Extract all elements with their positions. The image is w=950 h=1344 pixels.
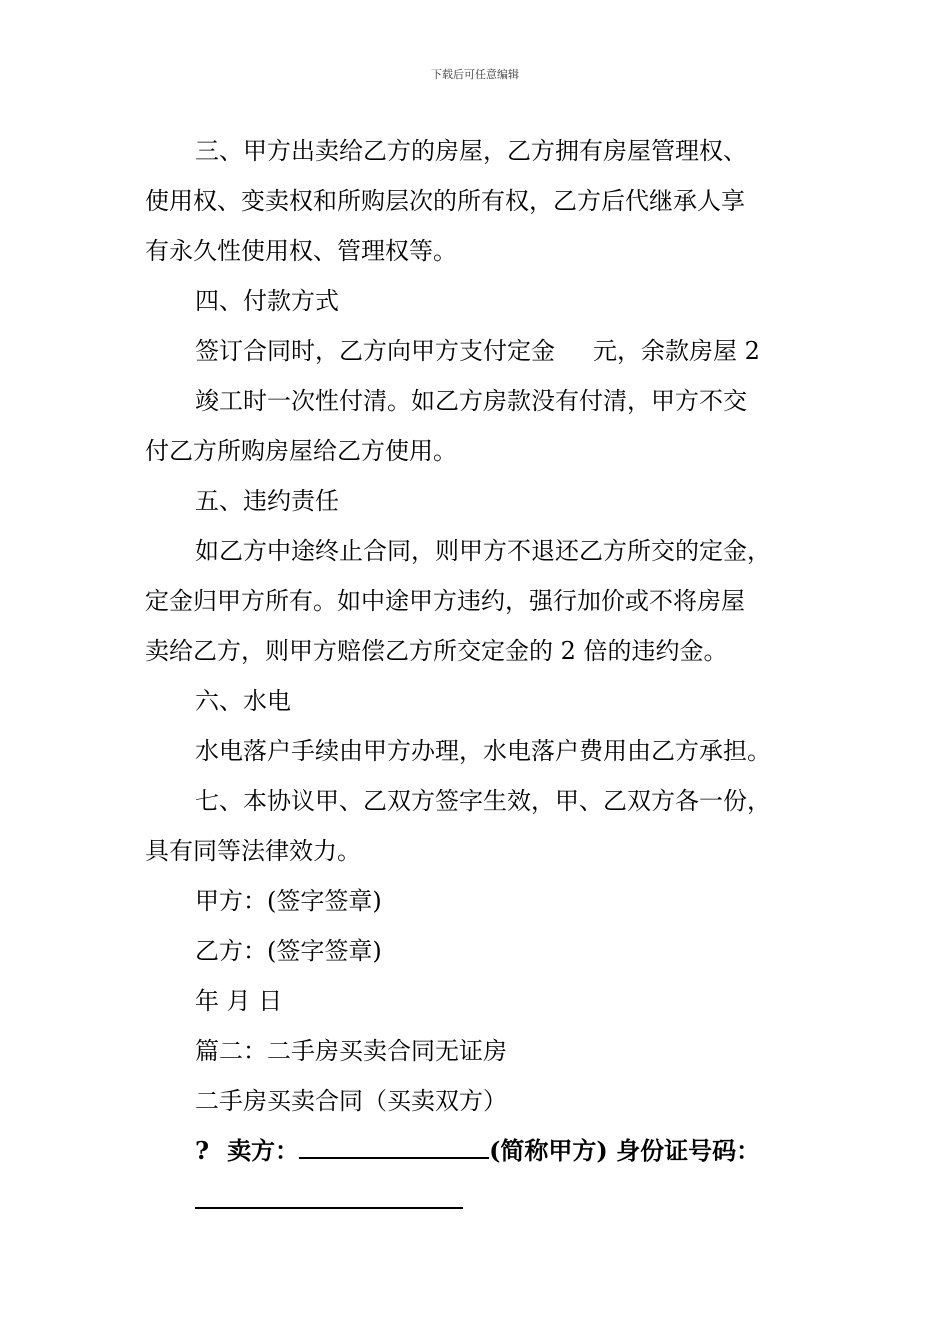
utilities-line-1: 水电落户手续由甲方办理，水电落户费用由乙方承担。 bbox=[195, 737, 771, 765]
date-line: 年 月 日 bbox=[195, 987, 283, 1015]
payment-line-3: 付乙方所购房屋给乙方使用。 bbox=[145, 437, 457, 465]
page-header: 下载后可任意编辑 bbox=[431, 68, 519, 81]
clause-3-line-2: 使用权、变卖权和所购层次的所有权，乙方后代继承人享 bbox=[145, 187, 745, 215]
section-heading-breach: 五、违约责任 bbox=[195, 487, 339, 515]
seller-suffix: (简称甲方) 身份证号码： bbox=[489, 1136, 761, 1165]
payment-text-a: 签订合同时，乙方向甲方支付定金 bbox=[195, 337, 555, 365]
breach-line-1: 如乙方中途终止合同，则甲方不退还乙方所交的定金， bbox=[195, 537, 771, 565]
bullet-marker: ? bbox=[195, 1136, 210, 1165]
payment-line-1 bbox=[145, 326, 825, 376]
contract-body bbox=[145, 126, 825, 1226]
id-number-blank bbox=[195, 1191, 463, 1209]
id-number-line bbox=[145, 1176, 825, 1226]
section-heading-payment: 四、付款方式 bbox=[195, 287, 339, 315]
contract-subtitle: 二手房买卖合同（买卖双方） bbox=[195, 1087, 507, 1115]
clause-7-line-1: 七、本协议甲、乙双方签字生效，甲、乙双方各一份， bbox=[195, 787, 771, 815]
seller-name-blank bbox=[299, 1141, 489, 1159]
chapter-2-title: 篇二：二手房买卖合同无证房 bbox=[195, 1037, 507, 1065]
seller-label: 卖方： bbox=[227, 1136, 300, 1165]
party-a-signature: 甲方：(签字签章) bbox=[195, 887, 382, 915]
breach-line-2: 定金归甲方所有。如中途甲方违约，强行加价或不将房屋 bbox=[145, 587, 745, 615]
party-b-signature: 乙方：(签字签章) bbox=[195, 937, 382, 965]
clause-3-line-1: 三、甲方出卖给乙方的房屋，乙方拥有房屋管理权、 bbox=[195, 137, 747, 165]
clause-3-line-3: 有永久性使用权、管理权等。 bbox=[145, 237, 457, 265]
section-heading-utilities: 六、水电 bbox=[195, 687, 291, 715]
breach-line-3: 卖给乙方，则甲方赔偿乙方所交定金的 2 倍的违约金。 bbox=[145, 637, 728, 665]
payment-text-b: 元，余款房屋 2 bbox=[593, 337, 760, 365]
payment-line-2: 竣工时一次性付清。如乙方房款没有付清，甲方不交 bbox=[195, 387, 747, 415]
clause-7-line-2: 具有同等法律效力。 bbox=[145, 837, 361, 865]
seller-line bbox=[145, 1126, 825, 1176]
